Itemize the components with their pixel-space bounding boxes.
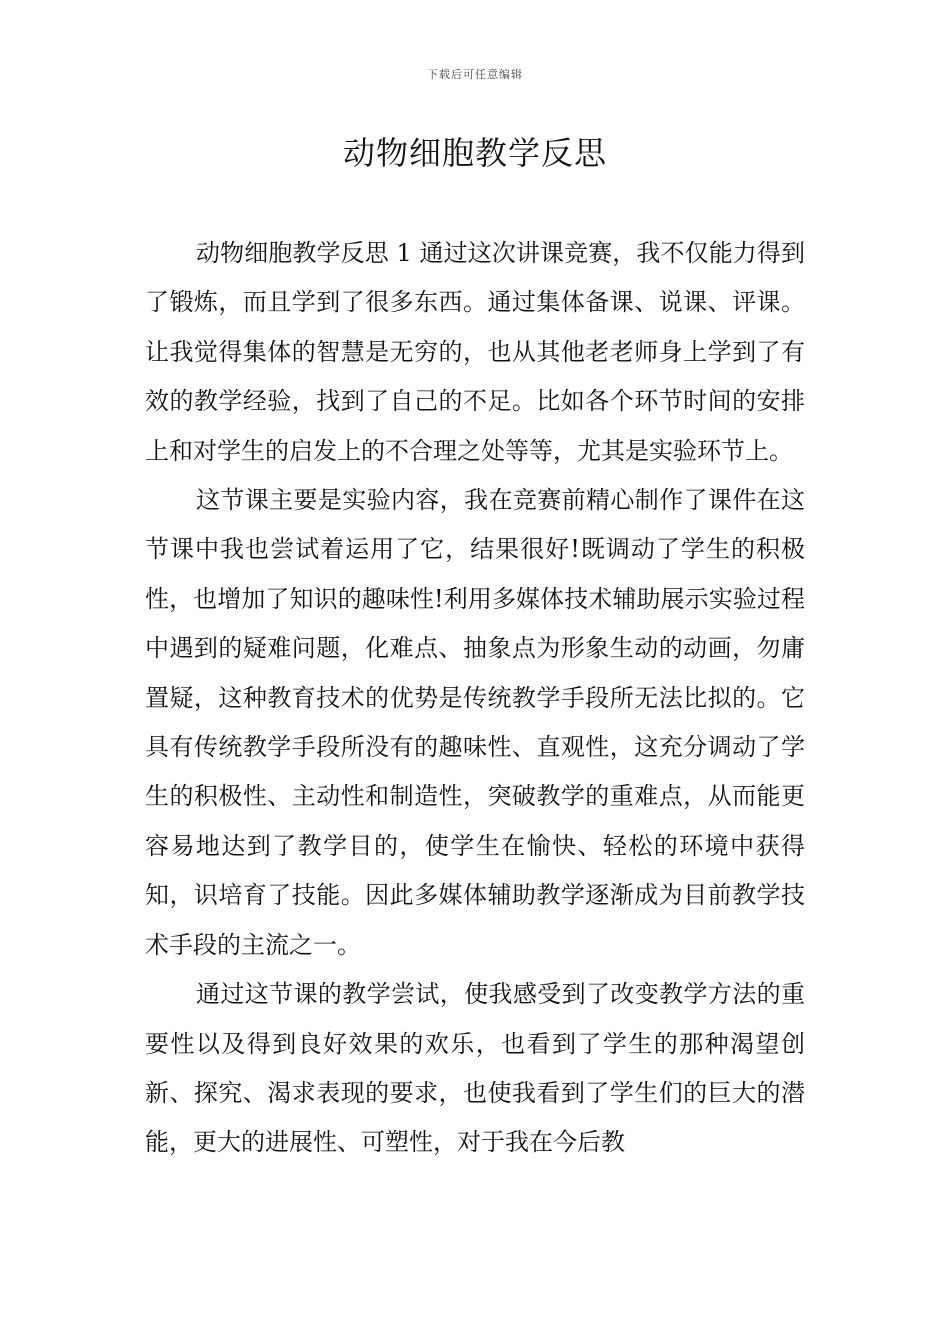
paragraph-3: 通过这节课的教学尝试，使我感受到了改变教学方法的重要性以及得到良好效果的欢乐，也看到了学生的那种渴望创新、探究、渴求表现的要求，也使我看到了学生们的巨大的潜能，更大的进展性、可塑性，对于我在今后教	[145, 980, 805, 1157]
document-title: 动物细胞教学反思	[342, 134, 607, 172]
document-body	[145, 229, 805, 1168]
paragraph-2: 这节课主要是实验内容，我在竞赛前精心制作了课件在这节课中我也尝试着运用了它，结果很好!既调动了学生的积极性，也增加了知识的趣味性!利用多媒体技术辅助展示实验过程中遇到的疑难问题，化难点、抽象点为形象生动的动画，勿庸置疑，这种教育技术的优势是传统教学手段所无法比拟的。它具有传统教学手段所没有的趣味性、直观性，这充分调动了学生的积极性、主动性和制造性，突破教学的重难点，从而能更容易地达到了教学目的，使学生在愉快、轻松的环境中获得知，识培育了技能。因此多媒体辅助教学逐渐成为目前教学技术手段的主流之一。	[145, 486, 805, 959]
header-note: 下载后可任意编辑	[427, 68, 523, 81]
paragraph-1: 动物细胞教学反思 1 通过这次讲课竞赛，我不仅能力得到了锻炼，而且学到了很多东西。通过集体备课、说课、评课。让我觉得集体的智慧是无穷的，也从其他老老师身上学到了有效的教学经验，找到了自己的不足。比如各个环节时间的安排上和对学生的启发上的不合理之处等等，尤其是实验环节上。	[145, 239, 805, 465]
